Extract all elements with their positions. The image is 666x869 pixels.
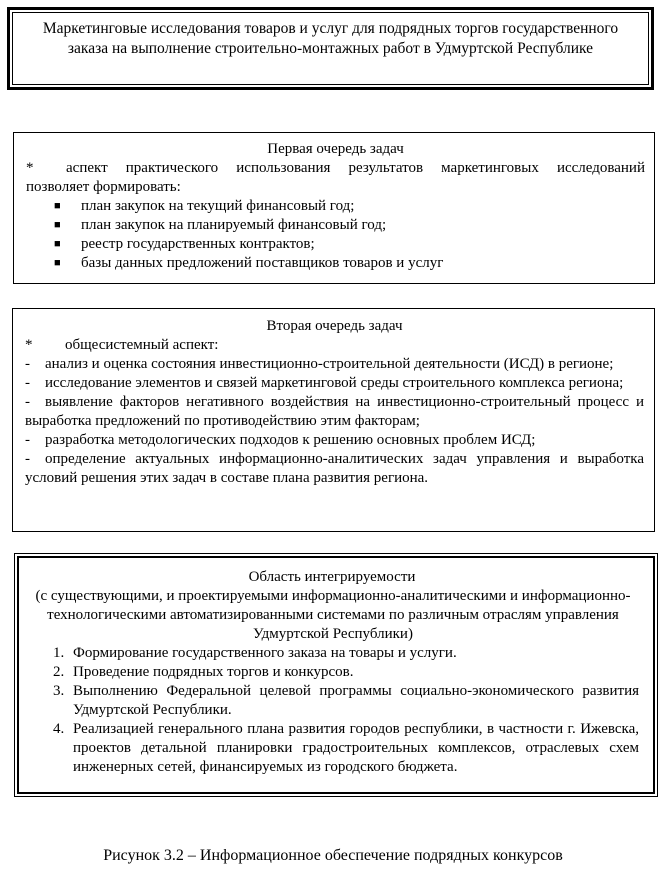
title-line-1: Маркетинговые исследования товаров и услуг для подрядных торгов государственного [42, 20, 619, 37]
list-item-text: Выполнению Федеральной целевой программы социально-экономического развития Удмуртской Республики. [73, 683, 639, 718]
list-item-text: базы данных предложений поставщиков товаров и услуг [81, 255, 444, 271]
list-item-text: Проведение подрядных торгов и конкурсов. [73, 664, 354, 680]
title-line-2: заказа на выполнение строительно-монтажных работ в Удмуртской Республике [67, 40, 594, 57]
first-tasks-box [13, 132, 655, 284]
dash-marker: - [25, 432, 30, 448]
square-bullet-icon: ■ [54, 238, 61, 250]
title-box-inner [12, 12, 649, 85]
list-item [26, 216, 645, 235]
list-item-number: 4. [53, 721, 65, 737]
square-bullet-icon: ■ [54, 219, 61, 231]
list-item-text: определение актуальных информационно-аналитических задач управления и выработка условий решения этих задач в составе плана развития региона. [25, 451, 644, 486]
square-bullet-icon: ■ [54, 200, 61, 212]
list-item [25, 393, 644, 431]
dash-marker: - [25, 451, 30, 467]
integration-box-inner [17, 556, 655, 794]
second-tasks-intro-text: общесистемный аспект: [65, 337, 219, 353]
list-item-text: выявление факторов негативного воздействия на инвестиционно-строительный процесс и выработка предложений по противодействию этим факторам; [25, 394, 644, 429]
list-item [25, 450, 644, 488]
square-bullet-icon: ■ [54, 257, 61, 269]
dash-marker: - [25, 375, 30, 391]
dash-marker: - [25, 394, 30, 410]
second-tasks-box [12, 308, 655, 532]
integration-subheading: (с существующими, и проектируемыми информационно-аналитическими и информационно-технологическими автоматизированными системами по различным отраслям управления Удмуртской Республики) [35, 588, 631, 642]
list-item [26, 197, 645, 216]
first-tasks-heading: Первая очередь задач [267, 141, 404, 157]
figure-caption: Рисунок 3.2 – Информационное обеспечение подрядных конкурсов [103, 847, 563, 864]
list-item-text: анализ и оценка состояния инвестиционно-строительной деятельности (ИСД) в регионе; [45, 356, 614, 372]
integration-heading: Область интегрируемости [248, 569, 416, 585]
second-tasks-heading: Вторая очередь задач [266, 318, 403, 334]
list-item-number: 3. [53, 683, 65, 699]
first-tasks-intro [26, 159, 645, 178]
list-item-text: реестр государственных контрактов; [81, 236, 315, 252]
list-item [26, 235, 645, 254]
second-tasks-intro [25, 336, 644, 355]
list-item [25, 644, 639, 663]
list-item-text: Формирование государственного заказа на товары и услуги. [73, 645, 457, 661]
first-tasks-list [26, 197, 645, 273]
list-item-text: разработка методологических подходов к решению основных проблем ИСД; [45, 432, 536, 448]
title-box [7, 7, 654, 90]
list-item-number: 1. [53, 645, 65, 661]
list-item [25, 682, 639, 720]
integration-list [25, 644, 639, 777]
dash-marker: - [25, 356, 30, 372]
list-item-number: 2. [53, 664, 65, 680]
list-item-text: план закупок на планируемый финансовый год; [81, 217, 387, 233]
first-tasks-intro-line1: аспект практического использования результатов маркетинговых исследований [66, 160, 645, 176]
list-item [25, 663, 639, 682]
first-tasks-intro-line2: позволяет формировать: [26, 179, 181, 195]
integration-box [14, 553, 658, 797]
list-item-text: исследование элементов и связей маркетинговой среды строительного комплекса региона; [45, 375, 624, 391]
list-item-text: план закупок на текущий финансовый год; [81, 198, 355, 214]
list-item [26, 254, 645, 273]
list-item [25, 720, 639, 777]
list-item [25, 355, 644, 374]
asterisk-marker: * [25, 337, 33, 353]
list-item-text: Реализацией генерального плана развития городов республики, в частности г. Ижевска, проектов детальной планировки градостроительных комплексов, отраслевых схем инженерных сетей, финансируемых из городского бюджета. [73, 721, 639, 775]
asterisk-marker: * [26, 160, 34, 176]
list-item [25, 431, 644, 450]
list-item [25, 374, 644, 393]
